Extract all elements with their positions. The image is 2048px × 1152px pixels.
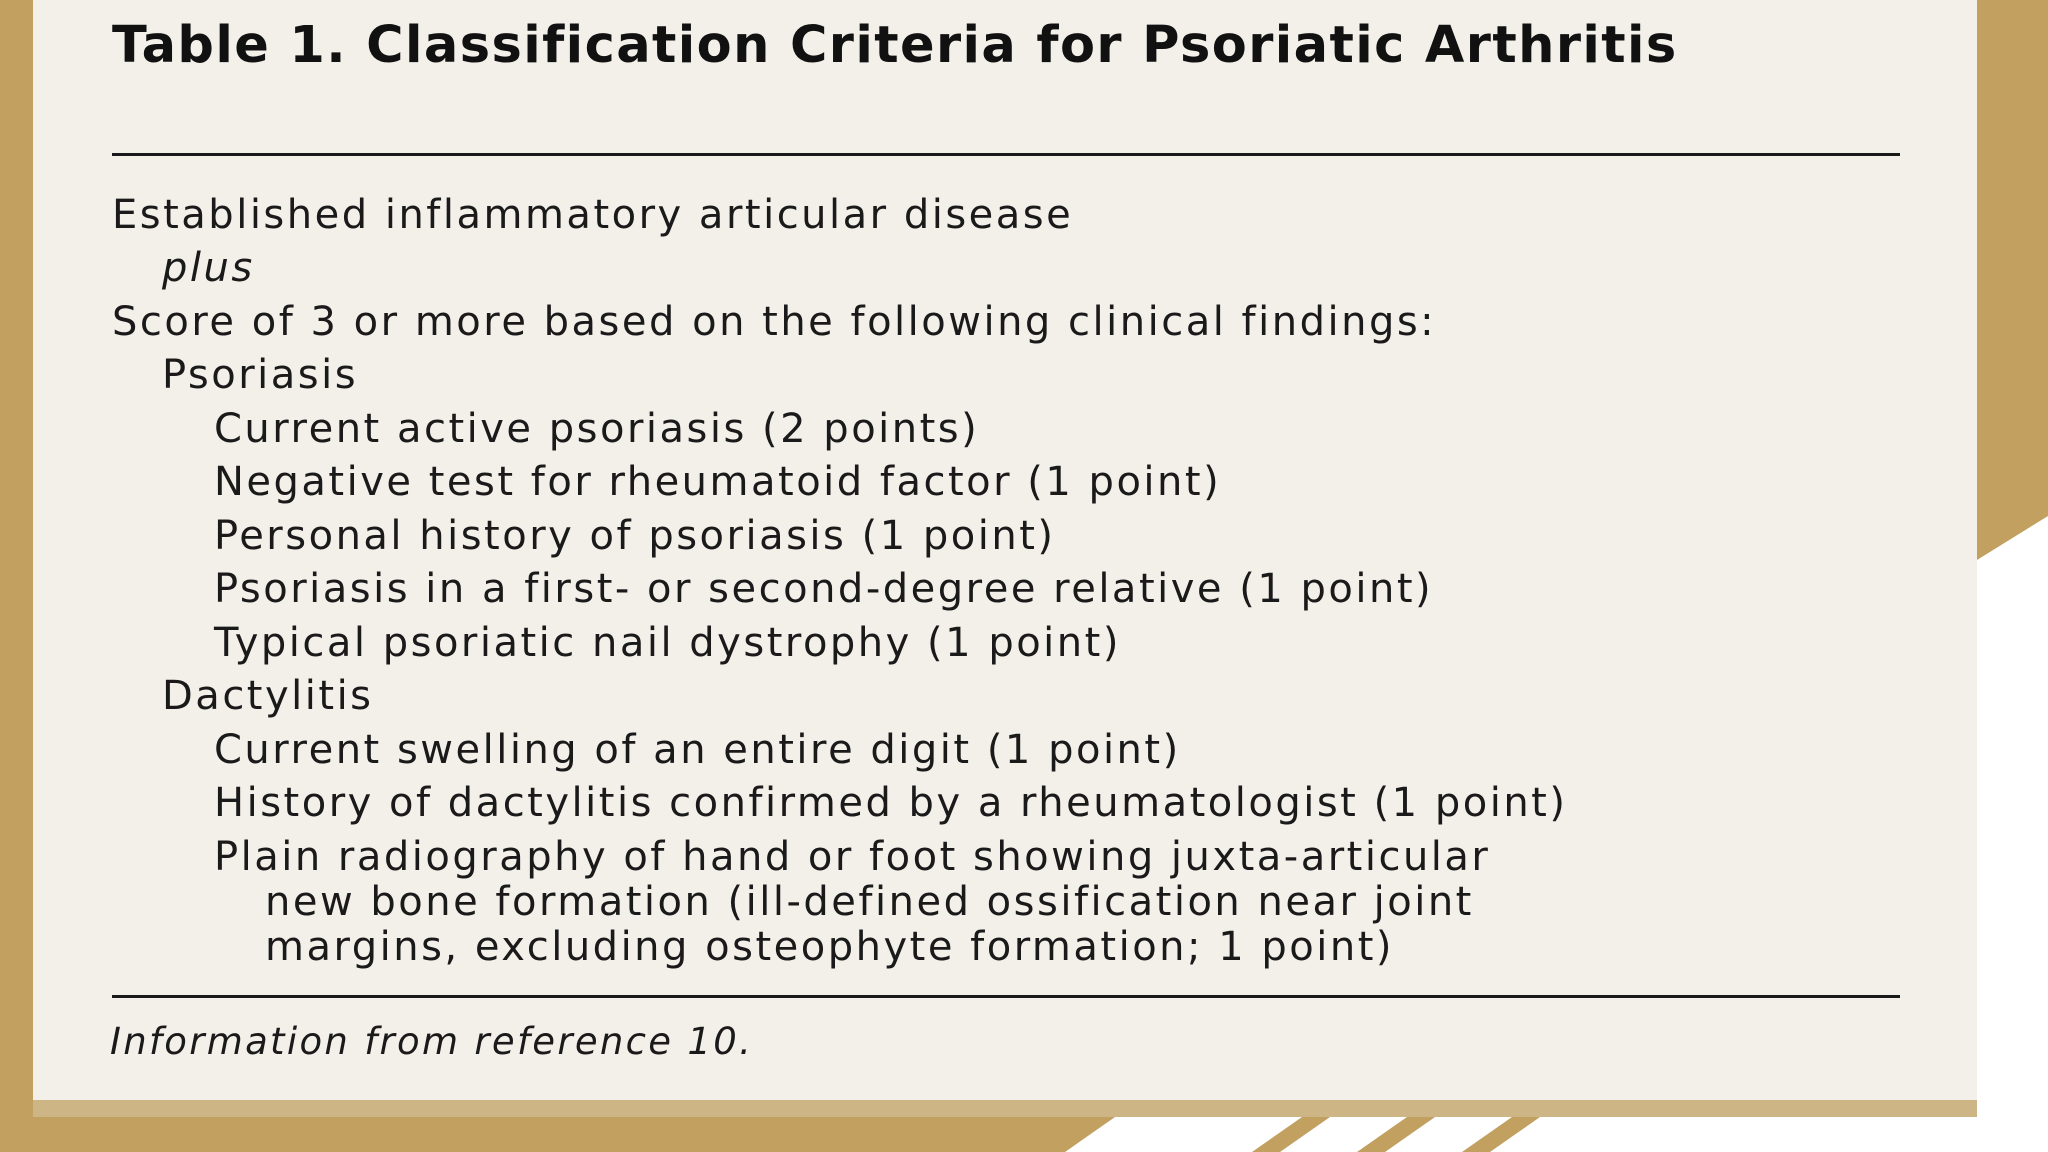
top-rule <box>112 153 1900 156</box>
footnote: Information from reference 10. <box>110 1020 754 1063</box>
white-corner-shape <box>1977 516 2048 1152</box>
criterion-item: Personal history of psoriasis (1 point) <box>214 513 1056 559</box>
white-bottom-shape <box>1065 1117 2048 1152</box>
radiography-criterion-line-1: Plain radiography of hand or foot showing juxta-articular <box>214 834 1491 880</box>
intro-line: Established inflammatory articular disease <box>112 192 1074 238</box>
card-shadow <box>33 1100 1977 1117</box>
criterion-item: Psoriasis in a first- or second-degree relative (1 point) <box>214 566 1434 612</box>
radiography-criterion-line-2: new bone formation (ill-defined ossification near joint <box>265 879 1474 925</box>
criterion-item: Negative test for rheumatoid factor (1 point) <box>214 459 1222 505</box>
bottom-rule <box>112 995 1900 998</box>
table-title: Table 1. Classification Criteria for Psoriatic Arthritis <box>112 16 1678 75</box>
group-heading-psoriasis: Psoriasis <box>162 352 359 398</box>
criterion-item: Current active psoriasis (2 points) <box>214 406 980 452</box>
criterion-item: Current swelling of an entire digit (1 point) <box>214 727 1181 773</box>
score-line: Score of 3 or more based on the following clinical findings: <box>112 299 1437 345</box>
radiography-criterion-line-3: margins, excluding osteophyte formation; 1 point) <box>265 924 1395 970</box>
criterion-item: Typical psoriatic nail dystrophy (1 point) <box>214 620 1121 666</box>
group-heading-dactylitis: Dactylitis <box>162 673 374 719</box>
connector-text: plus <box>162 245 255 291</box>
criterion-item: History of dactylitis confirmed by a rheumatologist (1 point) <box>214 780 1568 826</box>
